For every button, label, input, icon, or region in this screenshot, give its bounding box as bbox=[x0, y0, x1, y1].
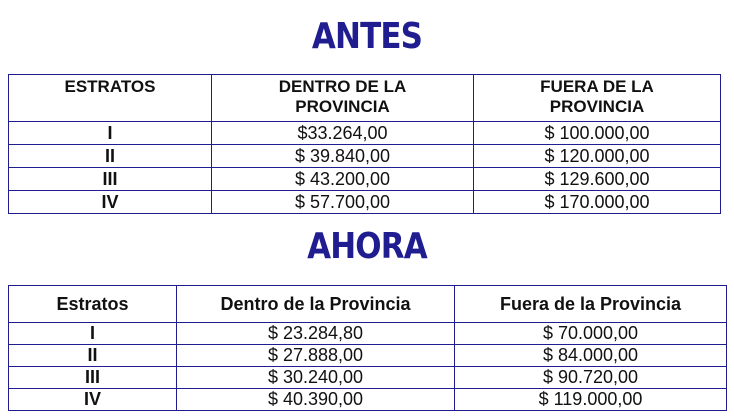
table-row bbox=[9, 122, 721, 145]
header-estratos: ESTRATOS bbox=[9, 75, 212, 122]
fuera-cell: $ 70.000,00 bbox=[455, 323, 727, 345]
fuera-cell: $ 120.000,00 bbox=[474, 145, 721, 168]
header-estratos: Estratos bbox=[9, 286, 177, 323]
header-fuera: FUERA DE LA PROVINCIA bbox=[474, 75, 721, 122]
fuera-cell: $ 90.720,00 bbox=[455, 367, 727, 389]
fuera-cell: $ 170.000,00 bbox=[474, 191, 721, 214]
estrato-cell: IV bbox=[9, 389, 177, 411]
fuera-cell: $ 129.600,00 bbox=[474, 168, 721, 191]
fuera-cell: $ 119.000,00 bbox=[455, 389, 727, 411]
table-row bbox=[9, 168, 721, 191]
estrato-cell: II bbox=[9, 345, 177, 367]
dentro-cell: $ 30.240,00 bbox=[177, 367, 455, 389]
dentro-cell: $ 27.888,00 bbox=[177, 345, 455, 367]
table-antes bbox=[8, 74, 721, 214]
estrato-cell: III bbox=[9, 367, 177, 389]
dentro-cell: $ 43.200,00 bbox=[212, 168, 474, 191]
dentro-cell: $ 57.700,00 bbox=[212, 191, 474, 214]
fuera-cell: $ 84.000,00 bbox=[455, 345, 727, 367]
table-row bbox=[9, 345, 727, 367]
dentro-cell: $ 39.840,00 bbox=[212, 145, 474, 168]
header-fuera: Fuera de la Provincia bbox=[455, 286, 727, 323]
dentro-cell: $ 23.284,80 bbox=[177, 323, 455, 345]
table-row bbox=[9, 367, 727, 389]
table-row bbox=[9, 191, 721, 214]
table-header-row bbox=[9, 75, 721, 122]
estrato-cell: III bbox=[9, 168, 212, 191]
dentro-cell: $33.264,00 bbox=[212, 122, 474, 145]
estrato-cell: II bbox=[9, 145, 212, 168]
table-row bbox=[9, 323, 727, 345]
heading-ahora: AHORA bbox=[307, 226, 427, 267]
heading-antes: ANTES bbox=[311, 16, 423, 57]
header-dentro: DENTRO DE LA PROVINCIA bbox=[212, 75, 474, 122]
estrato-cell: IV bbox=[9, 191, 212, 214]
table-header-row bbox=[9, 286, 727, 323]
table-ahora bbox=[8, 285, 727, 411]
estrato-cell: I bbox=[9, 323, 177, 345]
fuera-cell: $ 100.000,00 bbox=[474, 122, 721, 145]
table-row bbox=[9, 389, 727, 411]
header-dentro: Dentro de la Provincia bbox=[177, 286, 455, 323]
dentro-cell: $ 40.390,00 bbox=[177, 389, 455, 411]
table-row bbox=[9, 145, 721, 168]
estrato-cell: I bbox=[9, 122, 212, 145]
